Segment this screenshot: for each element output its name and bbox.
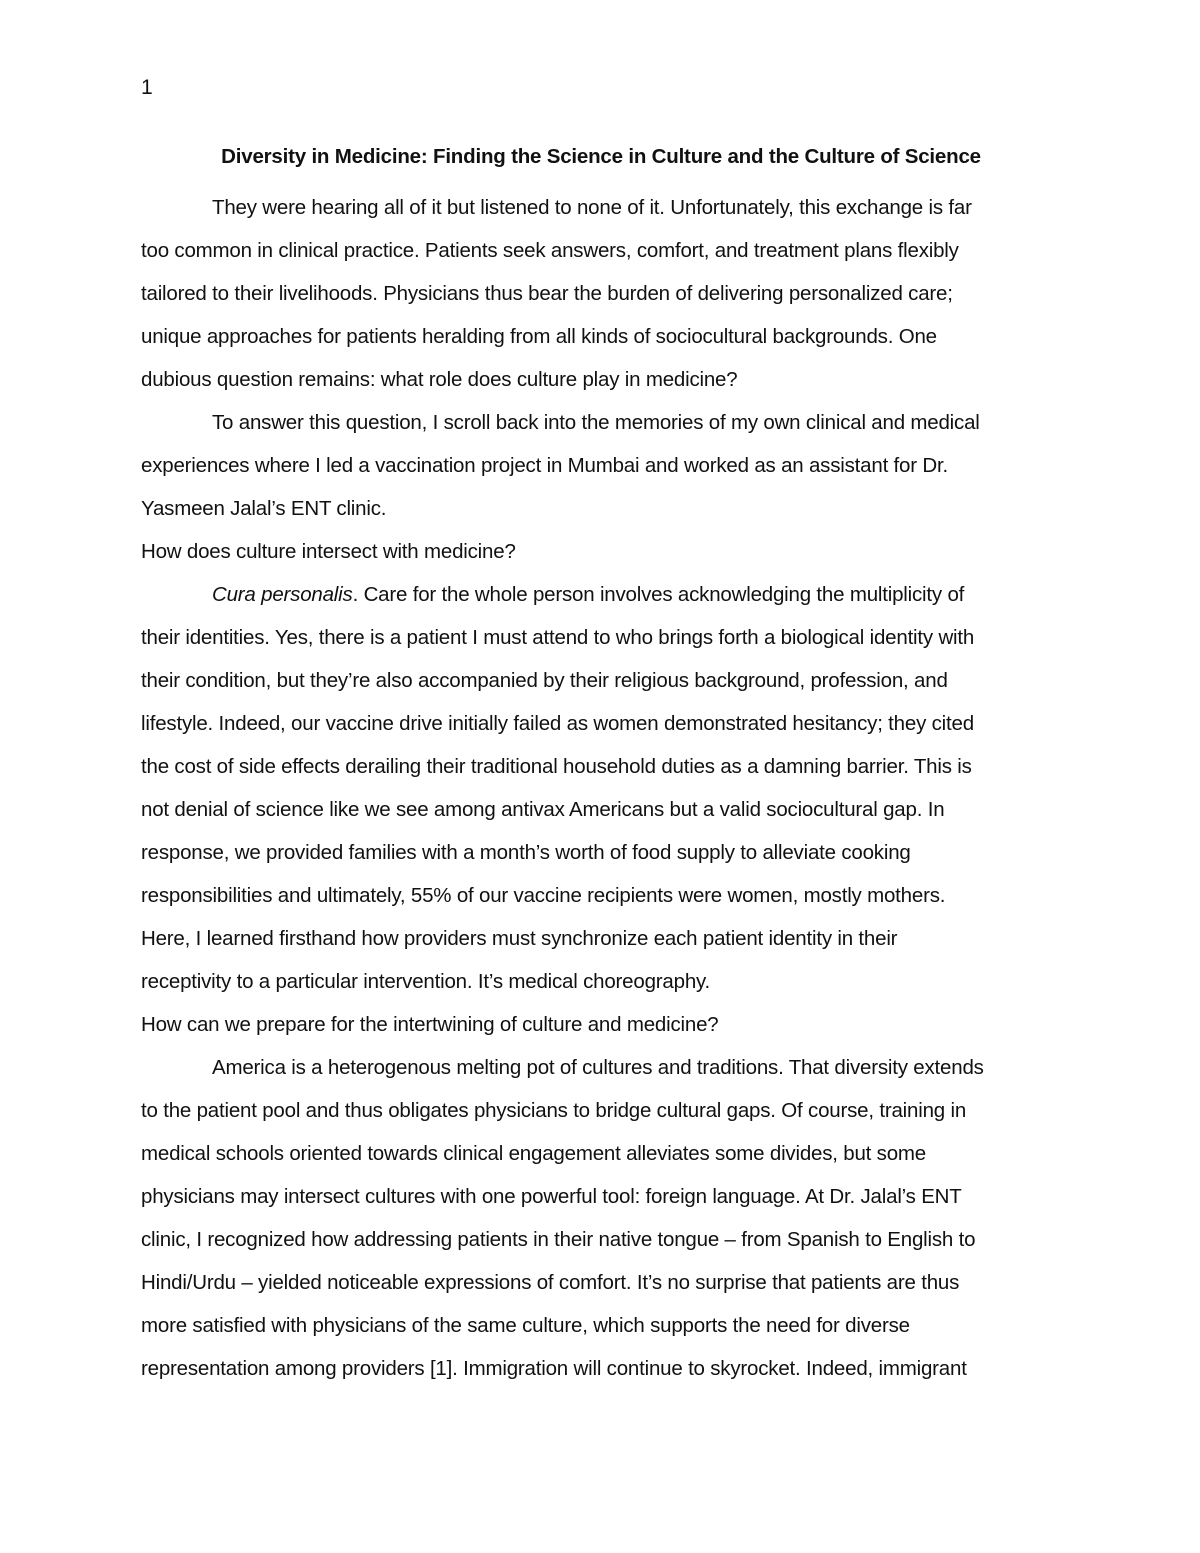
text-line: physicians may intersect cultures with one powerful tool: foreign language. At Dr. Jalal’s ENT	[141, 1185, 962, 1208]
text-line: receptivity to a particular intervention. It’s medical choreography.	[141, 970, 711, 993]
paragraph-2	[141, 401, 1061, 530]
text-line	[141, 573, 1061, 616]
paragraph-3	[141, 573, 1061, 1003]
heading-text: How does culture intersect with medicine?	[141, 540, 516, 563]
text-line: lifestyle. Indeed, our vaccine drive initially failed as women demonstrated hesitancy; they cited	[141, 712, 974, 735]
text-line: more satisfied with physicians of the same culture, which supports the need for diverse	[141, 1314, 910, 1337]
text-line: medical schools oriented towards clinical engagement alleviates some divides, but some	[141, 1142, 926, 1165]
text-line: response, we provided families with a month’s worth of food supply to alleviate cooking	[141, 841, 911, 864]
text-line-rest: . Care for the whole person involves acknowledging the multiplicity of	[352, 583, 965, 606]
text-line: responsibilities and ultimately, 55% of our vaccine recipients were women, mostly mothers.	[141, 884, 946, 907]
text-line: America is a heterogenous melting pot of cultures and traditions. That diversity extends	[212, 1056, 984, 1079]
text-line: Hindi/Urdu – yielded noticeable expressions of comfort. It’s no surprise that patients are thus	[141, 1271, 960, 1294]
text-line: representation among providers [1]. Immigration will continue to skyrocket. Indeed, immigrant	[141, 1357, 967, 1380]
text-line: clinic, I recognized how addressing patients in their native tongue – from Spanish to English to	[141, 1228, 976, 1251]
paragraph-4	[141, 1046, 1061, 1390]
text-line: their identities. Yes, there is a patient I must attend to who brings forth a biological identity with	[141, 626, 975, 649]
text-line: Yasmeen Jalal’s ENT clinic.	[141, 497, 387, 520]
text-line: unique approaches for patients heralding from all kinds of sociocultural backgrounds. One	[141, 325, 937, 348]
text-line: To answer this question, I scroll back into the memories of my own clinical and medical	[212, 411, 980, 434]
section-heading-2	[141, 1003, 1061, 1046]
paragraph-1	[141, 186, 1061, 401]
text-line: their condition, but they’re also accompanied by their religious background, profession, and	[141, 669, 948, 692]
text-line: Here, I learned firsthand how providers must synchronize each patient identity in their	[141, 927, 898, 950]
section-heading-1	[141, 530, 1061, 573]
text-line: to the patient pool and thus obligates physicians to bridge cultural gaps. Of course, training in	[141, 1099, 967, 1122]
heading-text: How can we prepare for the intertwining of culture and medicine?	[141, 1013, 719, 1036]
page-number: 1	[141, 76, 153, 99]
italic-phrase: Cura personalis	[212, 583, 353, 606]
text-line: dubious question remains: what role does culture play in medicine?	[141, 368, 738, 391]
document-body	[141, 142, 1061, 1390]
text-line: too common in clinical practice. Patients seek answers, comfort, and treatment plans flexibly	[141, 239, 959, 262]
text-line: the cost of side effects derailing their traditional household duties as a damning barrier. This is	[141, 755, 972, 778]
text-line: not denial of science like we see among antivax Americans but a valid sociocultural gap. In	[141, 798, 945, 821]
text-line: tailored to their livelihoods. Physicians thus bear the burden of delivering personalized care;	[141, 282, 953, 305]
text-line: They were hearing all of it but listened to none of it. Unfortunately, this exchange is far	[212, 196, 972, 219]
document-title: Diversity in Medicine: Finding the Science in Culture and the Culture of Science	[221, 145, 981, 168]
text-line: experiences where I led a vaccination project in Mumbai and worked as an assistant for Dr.	[141, 454, 948, 477]
